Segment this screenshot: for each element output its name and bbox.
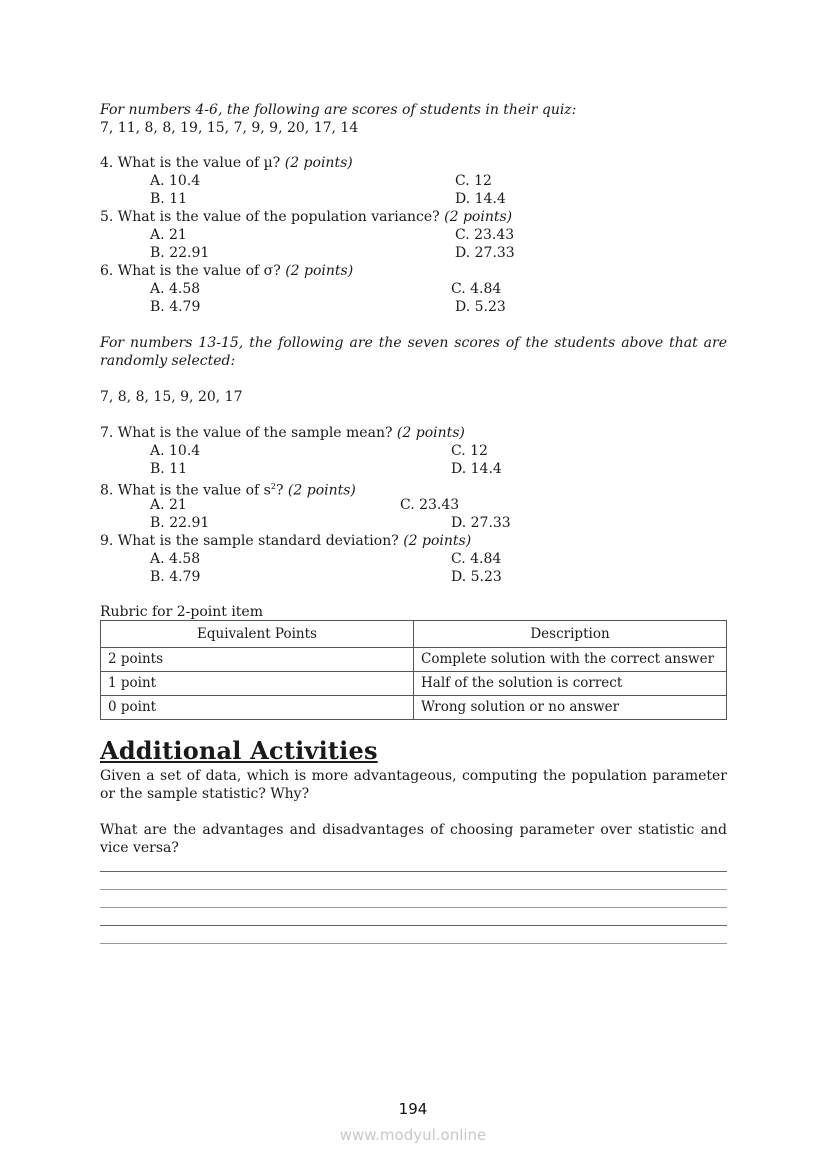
q5-choice-c: C. 23.43: [455, 227, 515, 243]
q6-choice-a: A. 4.58: [150, 281, 201, 297]
page-number: 194: [398, 1100, 428, 1118]
description-cell: Half of the solution is correct: [414, 672, 727, 696]
q4-choice-a: A. 10.4: [150, 173, 201, 189]
rubric-header-row: [101, 621, 727, 648]
table-row: [101, 696, 727, 720]
sample-scores: 7, 8, 8, 15, 9, 20, 17: [100, 389, 243, 405]
q9-choice-d: D. 5.23: [451, 569, 502, 585]
header-description: Description: [414, 621, 727, 648]
answer-line[interactable]: [100, 871, 727, 872]
q5-choice-d: D. 27.33: [455, 245, 515, 261]
instruction-13-15: For numbers 13-15, the following are the seven scores of the students above that are randomly selected:: [100, 335, 727, 369]
q7-choice-b: B. 11: [150, 461, 188, 477]
table-row: [101, 672, 727, 696]
population-scores: 7, 11, 8, 8, 19, 15, 7, 9, 9, 20, 17, 14: [100, 120, 359, 136]
instruction-4-6: For numbers 4-6, the following are scores of students in their quiz:: [100, 102, 577, 118]
question-8: 8. What is the value of $s^2$? (2 points): [100, 482, 356, 499]
question-9: 9. What is the sample standard deviation? (2 points): [100, 533, 472, 549]
q7-choice-c: C. 12: [451, 443, 488, 459]
q5-choice-b: B. 22.91: [150, 245, 210, 261]
q8-choice-a: A. 21: [150, 497, 187, 513]
q8-choice-d: D. 27.33: [451, 515, 511, 531]
watermark: www.modyul.online: [339, 1126, 487, 1144]
q4-choice-c: C. 12: [455, 173, 492, 189]
description-cell: Complete solution with the correct answer: [414, 648, 727, 672]
rubric-table: [100, 620, 727, 720]
q7-choice-d: D. 14.4: [451, 461, 502, 477]
q6-choice-d: D. 5.23: [455, 299, 506, 315]
question-4: 4. What is the value of µ? (2 points): [100, 155, 353, 171]
question-6: 6. What is the value of σ? (2 points): [100, 263, 354, 279]
q9-choice-b: B. 4.79: [150, 569, 201, 585]
activity-question-1: Given a set of data, which is more advantageous, computing the population parameter or the sample statistic? Why?: [100, 768, 727, 802]
q4-choice-d: D. 14.4: [455, 191, 506, 207]
points-cell: 0 point: [101, 696, 414, 720]
description-cell: Wrong solution or no answer: [414, 696, 727, 720]
q4-choice-b: B. 11: [150, 191, 188, 207]
points-cell: 1 point: [101, 672, 414, 696]
q6-choice-c: C. 4.84: [451, 281, 502, 297]
q7-choice-a: A. 10.4: [150, 443, 201, 459]
q8-choice-c: C. 23.43: [400, 497, 460, 513]
q9-choice-c: C. 4.84: [451, 551, 502, 567]
answer-line[interactable]: [100, 943, 727, 944]
rubric-caption: Rubric for 2-point item: [100, 604, 263, 620]
answer-line[interactable]: [100, 889, 727, 890]
q6-choice-b: B. 4.79: [150, 299, 201, 315]
q5-choice-a: A. 21: [150, 227, 187, 243]
points-cell: 2 points: [101, 648, 414, 672]
header-equivalent-points: Equivalent Points: [101, 621, 414, 648]
section-title-additional-activities: Additional Activities: [100, 736, 378, 765]
question-5: 5. What is the value of the population variance? (2 points): [100, 209, 513, 225]
question-7: 7. What is the value of the sample mean? (2 points): [100, 425, 465, 441]
answer-line[interactable]: [100, 907, 727, 908]
q9-choice-a: A. 4.58: [150, 551, 201, 567]
activity-question-2: What are the advantages and disadvantages of choosing parameter over statistic and vice versa?: [100, 822, 727, 856]
answer-line[interactable]: [100, 925, 727, 926]
q8-choice-b: B. 22.91: [150, 515, 210, 531]
table-row: [101, 648, 727, 672]
